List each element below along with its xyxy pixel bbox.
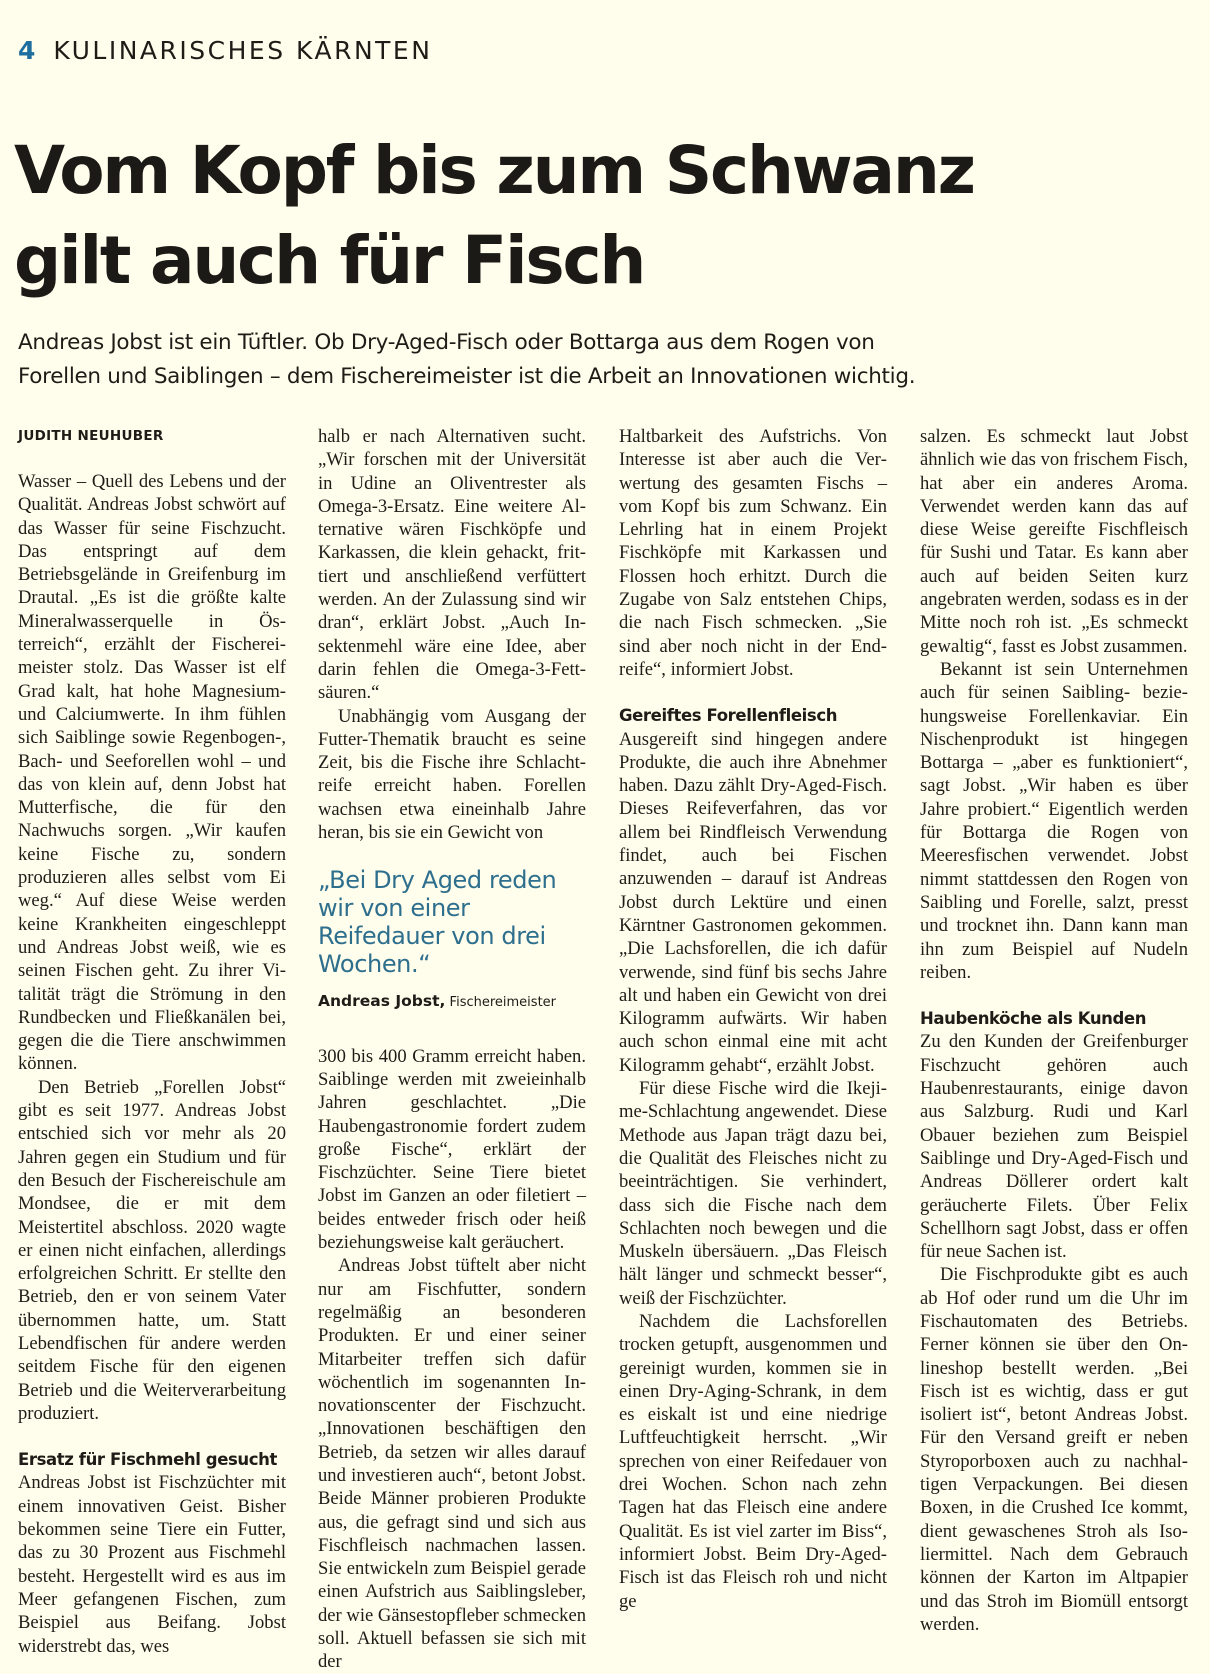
headline-line-1: Vom Kopf bis zum Schwanz (14, 132, 974, 209)
lead-line-1: Andreas Jobst ist ein Tüftler. Ob Dry-Aged-Fisch oder Bottarga aus dem Rogen von (18, 330, 875, 355)
body-paragraph: Zu den Kunden der Greifenburger Fischzucht gehören auch Haubenrestaurants, einige davon aus Salzburg. Rudi und Karl Obauer beziehen zum Beispiel Saiblinge und Dry-Aged-Fisch und Andreas Döllerer ordert kalt geräucherte Filets. Über Felix Schellhorn sagt Jobst, dass er offen für neue Sachen ist. (920, 1031, 1188, 1263)
article-column-2 (318, 425, 586, 1674)
subheading: Ersatz für Fischmehl gesucht (18, 1450, 277, 1470)
headline (14, 126, 1194, 306)
article-column-3 (619, 425, 887, 1613)
section-header (18, 36, 432, 65)
headline-line-2: gilt auch für Fisch (14, 222, 645, 299)
body-paragraph: Unabhängig vom Ausgang der Futter-Thematik braucht es seine Zeit, bis die Fische ihre Schlachtreife erreicht haben. Forellen wachsen etwa eineinhalb Jahre heran, bis sie ein Gewicht von (318, 705, 586, 844)
subheading: Haubenköche als Kunden (920, 1009, 1147, 1029)
body-paragraph: Nachdem die Lachsforellen trocken getupft, ausgenommen und gereinigt wurden, kommen sie in einen Dry-Aging-Schrank, in dem es eiskalt ist und eine niedrige Luftfeuchtigkeit herrscht. „Wir sprechen von einer Reifedauer von drei Wochen. Schon nach zehn Tagen hat das Fleisch eine andere Qualität. Es ist viel zarter im Biss“, informiert Jobst. Beim Dry-Aged-Fisch ist das Fleisch roh und nicht ge (619, 1310, 887, 1612)
quote-author: Andreas Jobst, (318, 992, 446, 1011)
quote-role: Fischereimeister (449, 995, 557, 1011)
body-paragraph: Bekannt ist sein Unternehmen auch für seinen Saibling- beziehungsweise Forellenkaviar. Ein Nischenprodukt ist hingegen Bottarga – „aber es funktioniert“, sagt Jobst. „Wir haben es über Jahre probiert.“ Eigentlich werden für Bottarga die Rogen von Meeresfischen verwendet. Jobst nimmt stattdessen den Rogen von Saibling und Forelle, salzt, presst und trocknet ihn. Dann kann man ihn zum Beispiel auf Nudeln reiben. (920, 658, 1188, 983)
body-paragraph: Für diese Fische wird die Ikejime-Schlachtung angewendet. Diese Methode aus Japan trägt dazu bei, die Qualität des Fleisches nicht zu beeinträchtigen. Sie verhindert, dass sich die Fische nach dem Schlachten noch bewegen und die Muskeln übersäuern. „Das Fleisch hält länger und schmeckt besser“, weiß der Fischzüchter. (619, 1078, 887, 1309)
article-column-4 (920, 425, 1188, 1636)
pull-quote-attribution (318, 990, 586, 1014)
lead-line-2: Forellen und Saiblingen – dem Fischereimeister ist die Arbeit an Innovationen wichtig. (18, 364, 916, 389)
body-paragraph: Den Betrieb „Forellen Jobst“ gibt es seit 1977. Andreas Jobst entschied sich vor mehr als 20 Jahren gegen ein Studium und für den Besuch der Fischereischule am Mondsee, die er mit dem Meistertitel abschloss. 2020 wagte er einen nicht einfachen, allerdings erfolgreichen Schritt. Er stellte den Betrieb, den er von seinem Vater übernommen hatte, um. Statt Lebendfischen für andere werden seitdem Fische für den eigenen Betrieb und die Weiterverarbeitung produziert. (18, 1076, 286, 1424)
author-byline: JUDITH NEUHUBER (18, 428, 164, 444)
body-paragraph: halb er nach Alternativen sucht. „Wir forschen mit der Universität in Udine an Oliventrester als Omega-3-Ersatz. Eine weitere Alternative wären Fischköpfe und Karkassen, die klein gehackt, frittiert und anschließend verfüttert werden. An der Zulassung sind wir dran“, erklärt Jobst. „Auch Insektenmehl wäre eine Idee, aber darin fehlen die Omega-3-Fettsäuren.“ (318, 426, 586, 704)
body-paragraph: Die Fischprodukte gibt es auch ab Hof oder rund um die Uhr im Fischautomaten des Betriebs. Ferner können sie über den Onlineshop bestellt werden. „Bei Fisch ist es wichtig, dass er gut isoliert ist“, betont Andreas Jobst. Für den Versand greift er neben Styroporboxen auch zu nachhaltigen Verpackungen. Bei diesen Boxen, in die Crushed Ice kommt, dient gewaschenes Stroh als Isoliermittel. Nach dem Gebrauch können der Karton im Altpapier und das Stroh im Biomüll entsorgt werden. (920, 1264, 1188, 1635)
pull-quote: „Bei Dry Aged reden wir von einer Reifedauer von drei Wochen.“ (318, 866, 557, 979)
body-paragraph: Andreas Jobst tüftelt aber nicht nur am Fischfutter, sondern regelmäßig an besonderen Produkten. Er und einer seiner Mitarbeiter treffen sich dafür wöchentlich im sogenannten Innovationscenter der Fischzucht. „Innovationen beschäftigen den Betrieb, da setzen wir alles darauf und investieren auch“, betont Jobst. Beide Männer probieren Produkte aus, die gefragt sind und sich aus Fischfleisch nachmachen lassen. Sie entwickeln zum Beispiel gerade einen Aufstrich aus Saiblingsleber, der wie Gänsestopfleber schmecken soll. Aktuell befassen sie sich mit der (318, 1255, 586, 1673)
body-paragraph: 300 bis 400 Gramm erreicht haben. Saiblinge werden mit zweieinhalb Jahren geschlachtet. „Die Haubengastronomie fordert zudem große Fische“, erklärt der Fischzüchter. Seine Tiere bietet Jobst im Ganzen an oder filetiert – beides entweder frisch oder heiß beziehungsweise kalt geräuchert. (318, 1045, 586, 1254)
page-number: 4 (18, 36, 36, 65)
body-paragraph: salzen. Es schmeckt laut Jobst ähnlich wie das von frischem Fisch, hat aber ein anderes Aroma. Verwendet werden kann das auf diese Weise gereifte Fischfleisch für Sushi und Tatar. Es kann aber auch auf beiden Seiten kurz angebraten werden, sodass es in der Mitte noch roh ist. „Es schmeckt gewaltig“, fasst es Jobst zusammen. (920, 426, 1188, 657)
body-paragraph: Wasser – Quell des Lebens und der Qualität. Andreas Jobst schwört auf das Wasser für seine Fischzucht. Das entspringt auf dem Betriebsgelände in Greifenburg im Drautal. „Es ist die größte kalte Mineralwasserquelle in Österreich“, erzählt der Fischereimeister stolz. Das Wasser ist elf Grad kalt, hat hohe Magnesium- und Calciumwerte. In ihm fühlen sich Saiblinge sowie Regenbogen-, Bach- und Seeforellen wohl – und das von klein auf, denn Jobst hat Mutterfische, die für den Nachwuchs sorgen. „Wir kaufen keine Fische zu, sondern produzieren alles selbst vom Ei weg.“ Auf diese Weise werden keine Krankheiten eingeschleppt und Andreas Jobst weiß, wie es seinen Fischen geht. Zu ihrer Vitalität trägt die Strömung in den Rundbecken und Fließkanälen bei, gegen die die Tiere anschwimmen können. (18, 471, 286, 1075)
subheading: Gereiftes Forellenfleisch (619, 706, 838, 726)
body-paragraph: Haltbarkeit des Aufstrichs. Von Interesse ist aber auch die Verwertung des gesamten Fischs – vom Kopf bis zum Schwanz. Ein Lehrling hat in einem Projekt Fischköpfe mit Karkassen und Flossen hoch erhitzt. Durch die Zugabe von Salz entstehen Chips, die nach Fisch schmecken. „Sie sind aber noch nicht in der Endreife“, informiert Jobst. (619, 426, 887, 680)
section-title: KULINARISCHES KÄRNTEN (53, 36, 433, 65)
body-paragraph: Andreas Jobst ist Fischzüchter mit einem innovativen Geist. Bisher bekommen seine Tiere ein Futter, das zu 30 Prozent aus Fischmehl besteht. Hergestellt wird es aus im Meer gefangenen Fischen, zum Beispiel aus Beifang. Jobst widerstrebt das, wes (18, 1472, 286, 1657)
article-column-1 (18, 470, 286, 1658)
lead-paragraph (18, 326, 1198, 394)
body-paragraph: Ausgereift sind hingegen andere Produkte, die auch ihre Abnehmer haben. Dazu zählt Dry-Aged-Fisch. Dieses Reifeverfahren, das vor allem bei Rindfleisch Verwendung findet, auch bei Fischen anzuwenden – darauf ist Andreas Jobst durch Lektüre und einen Kärntner Gastronomen gekommen. „Die Lachsforellen, die ich dafür verwende, sind fünf bis sechs Jahre alt und haben ein Gewicht von drei Kilogramm aufwärts. Wir haben auch schon einmal eine mit acht Kilogramm gehabt“, erzählt Jobst. (619, 728, 887, 1076)
